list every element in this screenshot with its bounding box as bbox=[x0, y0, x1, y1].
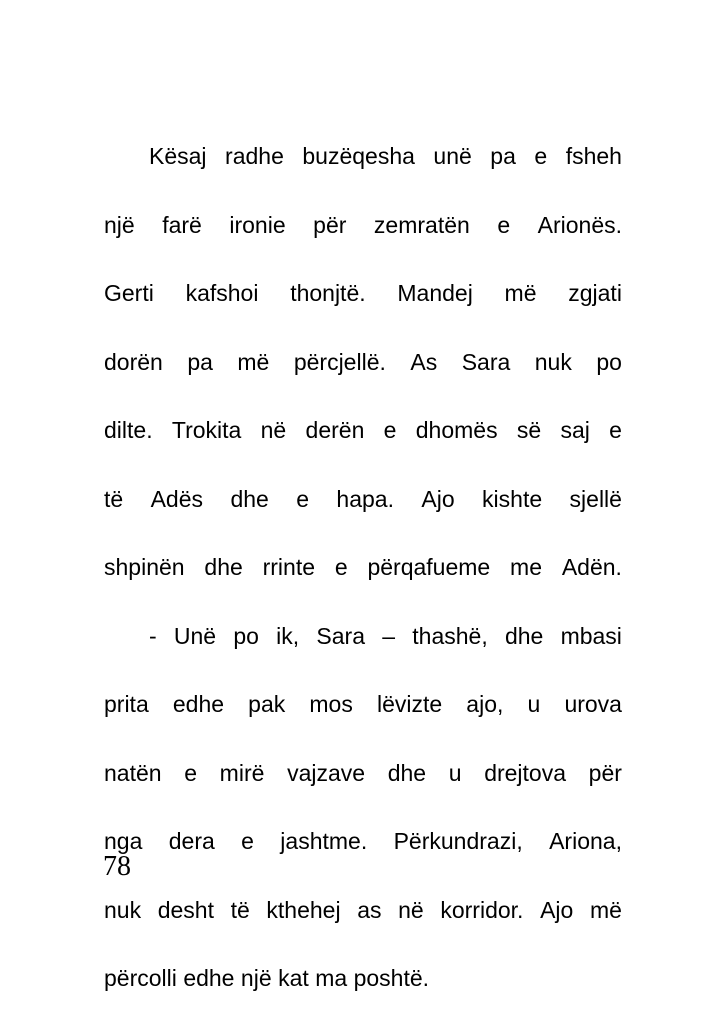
word: Kësaj bbox=[149, 143, 207, 169]
word: Unë bbox=[173, 622, 217, 649]
word: urova bbox=[564, 691, 622, 717]
word: e bbox=[497, 211, 511, 238]
word: Trokita bbox=[171, 417, 242, 443]
word: për bbox=[588, 759, 622, 786]
word: përcolli bbox=[104, 965, 177, 991]
word: natën bbox=[104, 759, 162, 786]
text-line bbox=[104, 895, 622, 925]
text-line bbox=[104, 347, 622, 377]
word: dhe bbox=[230, 485, 269, 512]
word: më bbox=[589, 896, 622, 923]
text-line bbox=[104, 963, 622, 993]
word: u bbox=[527, 691, 541, 717]
word: të bbox=[230, 896, 250, 923]
word: përcjellë. bbox=[293, 348, 386, 375]
text-line bbox=[104, 415, 622, 445]
word: – bbox=[382, 622, 396, 649]
word: poshtë. bbox=[353, 965, 430, 991]
word: vajzave bbox=[287, 759, 366, 786]
text-line bbox=[104, 689, 622, 719]
word: të bbox=[104, 485, 124, 512]
word: jashtme. bbox=[280, 828, 368, 854]
word: farë bbox=[162, 211, 202, 238]
word: prita bbox=[104, 691, 149, 717]
word: mos bbox=[309, 691, 353, 717]
word: fsheh bbox=[565, 143, 622, 169]
text-line bbox=[104, 210, 622, 240]
body-text bbox=[104, 141, 622, 1032]
word: kafshoi bbox=[185, 280, 259, 306]
word: saj bbox=[560, 417, 590, 443]
word: ik, bbox=[276, 622, 300, 649]
word: thonjtë. bbox=[290, 280, 366, 306]
word: më bbox=[504, 280, 537, 306]
word: derën bbox=[305, 417, 365, 443]
text-line bbox=[104, 484, 622, 514]
word: e bbox=[534, 143, 548, 169]
text-line bbox=[104, 278, 622, 308]
text-line bbox=[104, 552, 622, 582]
word: lëvizte bbox=[376, 691, 443, 717]
word: dilte. bbox=[104, 417, 153, 443]
word: drejtova bbox=[484, 759, 567, 786]
word: Sara bbox=[461, 348, 511, 375]
word: mirë bbox=[219, 759, 265, 786]
word: kthehej bbox=[266, 896, 341, 923]
word: pa bbox=[187, 348, 213, 375]
word: po bbox=[233, 622, 259, 649]
word: edhe bbox=[183, 965, 235, 991]
word: korridor. bbox=[440, 896, 524, 923]
word: dhe bbox=[387, 759, 427, 786]
word: Ajo bbox=[421, 485, 455, 512]
word: dorën bbox=[104, 348, 163, 375]
word: e bbox=[383, 417, 397, 443]
word: dhe bbox=[204, 554, 243, 580]
word: për bbox=[313, 211, 347, 238]
word: kishte bbox=[482, 485, 543, 512]
word: e bbox=[334, 554, 348, 580]
word: Adës bbox=[150, 485, 204, 512]
word: e bbox=[184, 759, 198, 786]
word: Përkundrazi, bbox=[393, 828, 523, 854]
word: shpinën bbox=[104, 554, 185, 580]
word: buzëqesha bbox=[302, 143, 415, 169]
word: nga bbox=[104, 828, 143, 854]
word: edhe bbox=[172, 691, 225, 717]
word: Gerti bbox=[104, 280, 154, 306]
text-line bbox=[104, 621, 622, 651]
word: As bbox=[410, 348, 438, 375]
word: më bbox=[237, 348, 270, 375]
word: radhe bbox=[225, 143, 284, 169]
word: thashë, bbox=[412, 622, 488, 649]
word: një bbox=[104, 211, 135, 238]
word: rrinte bbox=[262, 554, 316, 580]
word: Ajo bbox=[540, 896, 574, 923]
word: Mandej bbox=[397, 280, 473, 306]
word: dhe bbox=[504, 622, 544, 649]
word: ma bbox=[315, 965, 348, 991]
word: kat bbox=[278, 965, 309, 991]
word: desht bbox=[157, 896, 214, 923]
text-line bbox=[104, 141, 622, 171]
word: pa bbox=[490, 143, 516, 169]
word: - bbox=[149, 622, 157, 649]
word: po bbox=[596, 348, 622, 375]
word: u bbox=[448, 759, 462, 786]
word: mbasi bbox=[560, 622, 622, 649]
word: ironie bbox=[229, 211, 286, 238]
word: zgjati bbox=[568, 280, 622, 306]
word: e bbox=[609, 417, 622, 443]
word: me bbox=[510, 554, 542, 580]
word: përqafueme bbox=[367, 554, 491, 580]
word: nuk bbox=[104, 896, 142, 923]
word: së bbox=[516, 417, 542, 443]
word: një bbox=[240, 965, 272, 991]
word: unë bbox=[433, 143, 472, 169]
word: ajo, bbox=[466, 691, 504, 717]
word: Arionës. bbox=[537, 211, 622, 238]
word: e bbox=[296, 485, 310, 512]
word: Adën. bbox=[561, 554, 622, 580]
word: sjellë bbox=[569, 485, 622, 512]
word: dhomës bbox=[415, 417, 498, 443]
word: në bbox=[398, 896, 424, 923]
word: në bbox=[260, 417, 287, 443]
word: as bbox=[357, 896, 382, 923]
word: zemratën bbox=[373, 211, 470, 238]
word: hapa. bbox=[336, 485, 394, 512]
word: Ariona, bbox=[549, 828, 622, 854]
word: e bbox=[241, 828, 254, 854]
word: pak bbox=[248, 691, 286, 717]
word: nuk bbox=[534, 348, 572, 375]
word: Sara bbox=[316, 622, 365, 649]
word: dera bbox=[168, 828, 215, 854]
page-number: 78 bbox=[103, 851, 131, 882]
text-line bbox=[104, 826, 622, 856]
text-line bbox=[104, 758, 622, 788]
